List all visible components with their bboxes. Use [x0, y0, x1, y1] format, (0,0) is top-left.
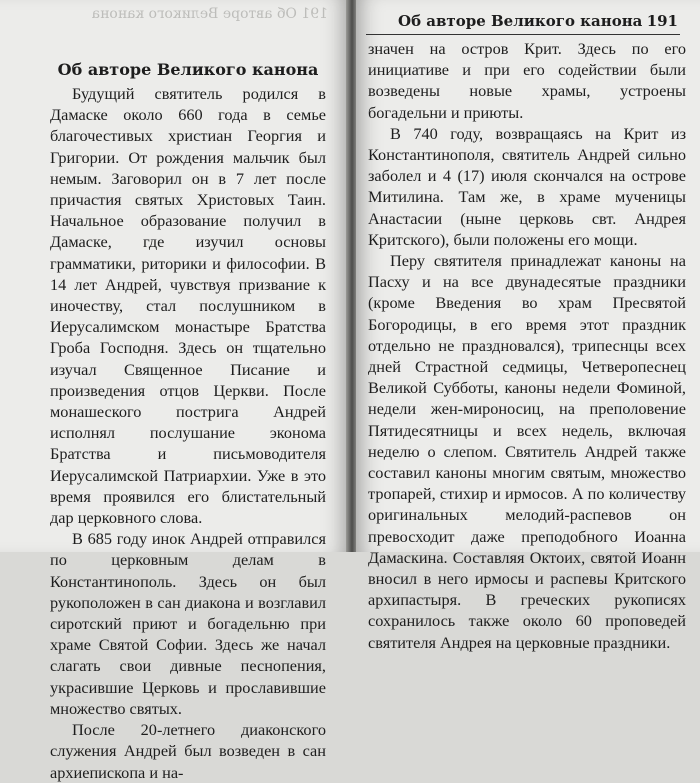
right-paragraph-1: значен на остров Крит. Здесь по его инициативе и при его содействии были возведены новые храмы, устроены богадельни и приюты.	[368, 39, 686, 122]
left-page	[0, 0, 348, 782]
running-header-title: Об авторе Великого канона	[398, 12, 643, 30]
right-paragraph-3: Перу святителя принадлежат каноны на Пасху и на все двунадесятые праздники (кроме Введения во храм Пресвятой Богородицы, в его время этот праздник отдельно не праздновался), трипеснцы всех дней Страстной седмицы, Четверопеснец Великой Субботы, каноны недели Фоминой, недели жен-мироносиц, на преполовение Пятидесятницы и всех недель, включая неделю о слепом. Святитель Андрей также составил каноны многим святым, множество тропарей, стихир и ирмосов. А по количеству оригинальных мелодий-распевов он превосходит даже преподобного Иоанна Дамаскина. Составляя Октоих, святой Иоанн вносил в него ирмосы и распевы Критского архипастыря. В греческих рукописях сохранилось также около 60 проповедей святителя Андрея на церковные праздники.	[368, 251, 686, 652]
running-header	[366, 8, 680, 35]
page-number: 191	[646, 12, 678, 30]
mirrored-header-bleedthrough: 191 Об авторе Великого канона	[91, 6, 328, 22]
chapter-title: Об авторе Великого канона	[57, 60, 319, 79]
right-text-block	[368, 38, 686, 653]
left-text-block	[50, 59, 326, 783]
left-paragraph-3: После 20-летнего диаконского служения Андрей был возведен в сан архиепископа и на-	[50, 720, 326, 782]
left-paragraph-1: Будущий святитель родился в Дамаске около 660 года в семье благочестивых христиан Георгия и Григории. От рождения мальчик был немым. Заговорил он в 7 лет после причастия святых Христовых Таин. Начальное образование получил в Дамаске, где изучил основы грамматики, риторики и философии. В 14 лет Андрей, чувствуя призвание к иночеству, стал послушником в Иерусалимском монастыре Братства Гроба Господня. Здесь он тщательно изучал Священное Писание и произведения отцов Церкви. После монашеского пострига Андрей исполнял послушание эконома Братства и письмоводителя Иерусалимской Патриархии. Уже в это время проявился его блистательный дар церковного слова.	[50, 84, 326, 528]
right-paragraph-2: В 740 году, возвращаясь на Крит из Константинополя, святитель Андрей сильно заболел и 4 (17) июля скончался на острове Митилина. Там же, в храме мученицы Анастасии (ныне церковь свт. Андрея Критского), были положены его мощи.	[368, 123, 686, 249]
left-paragraph-2: В 685 году инок Андрей отправился по церковным делам в Константинополь. Здесь он был рукоположен в сан диакона и возглавил сиротский приют и богадельню при храме Святой Софии. Здесь же начал слагать свои дивные песнопения, украсившие Церковь и прославившие множество святых.	[50, 529, 326, 718]
right-page	[356, 0, 700, 652]
